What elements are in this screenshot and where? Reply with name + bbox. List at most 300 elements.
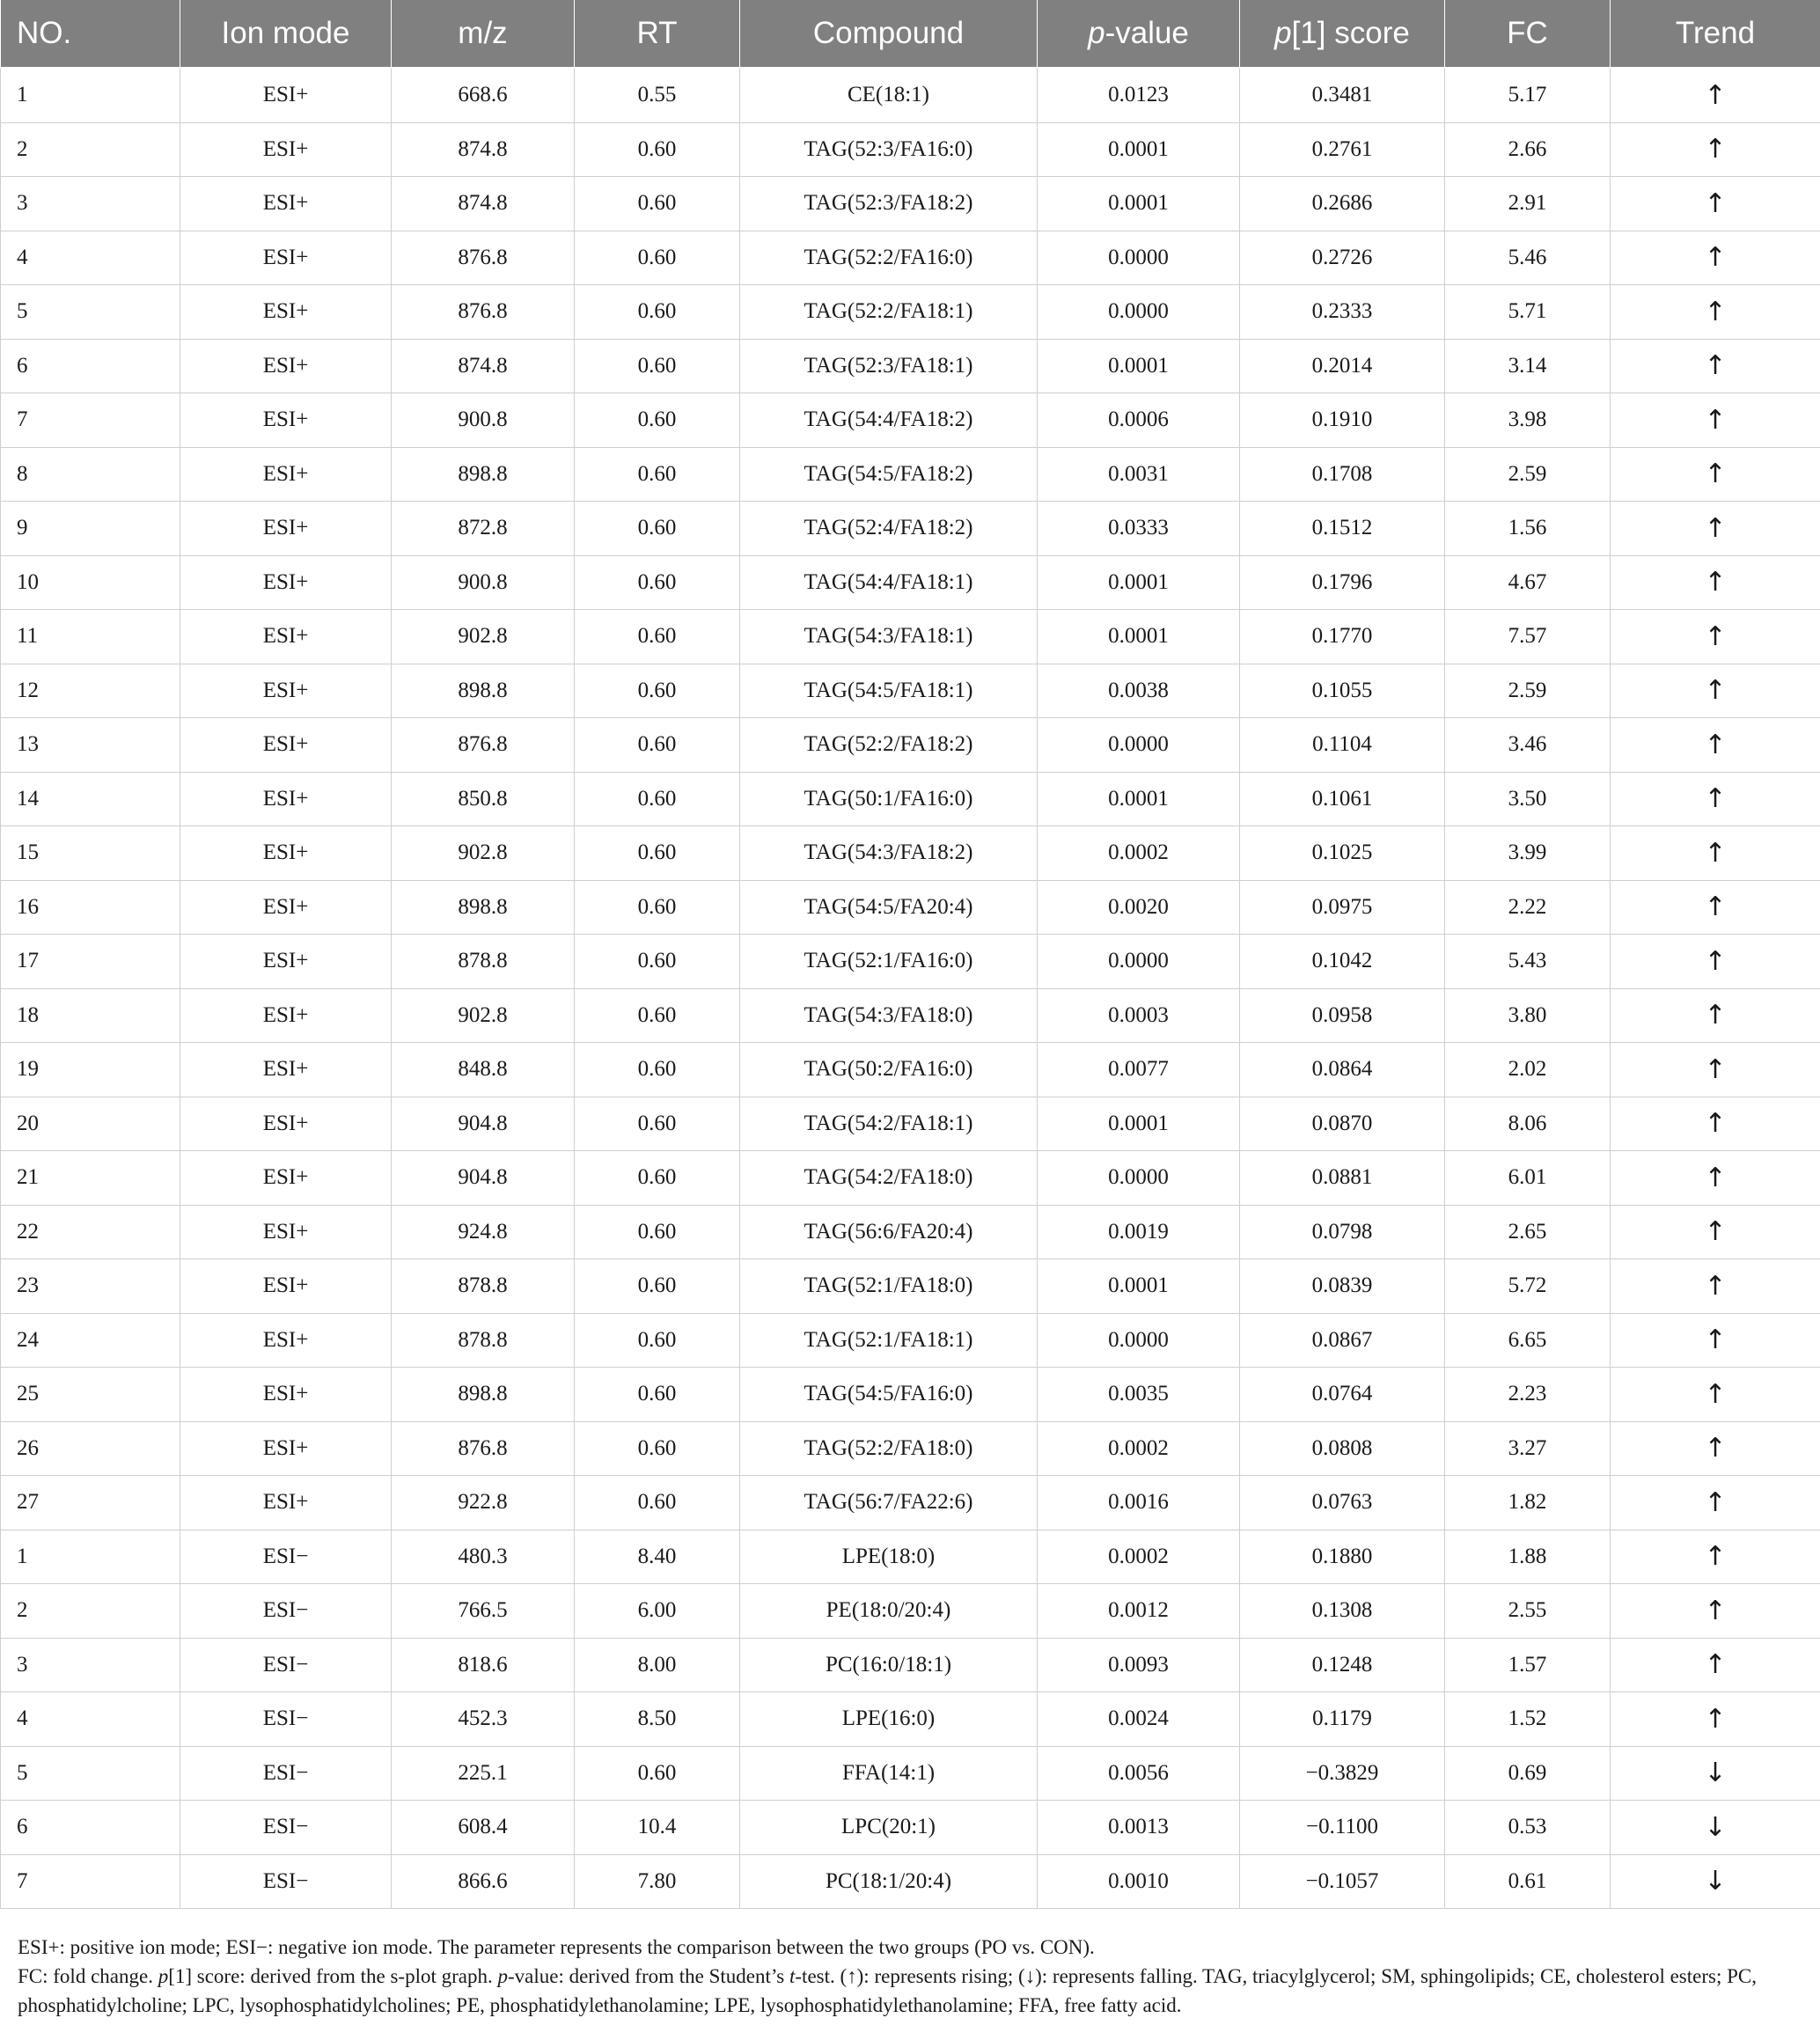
cell-p-value: 0.0123 (1038, 68, 1240, 122)
cell-compound: TAG(52:3/FA18:2) (740, 177, 1038, 231)
cell-p-value: 0.0001 (1038, 772, 1240, 826)
cell-compound: PC(18:1/20:4) (740, 1854, 1038, 1909)
cell-fc: 6.01 (1445, 1151, 1611, 1206)
cell-p-value: 0.0016 (1038, 1476, 1240, 1530)
header-rt: RT (575, 0, 740, 68)
cell-no: 18 (1, 988, 180, 1043)
cell-p-value: 0.0000 (1038, 285, 1240, 340)
cell-ion-mode: ESI+ (180, 339, 392, 393)
cell-p1-score: 0.1910 (1240, 393, 1445, 448)
table-row (1, 1530, 1820, 1584)
header-ion-mode: Ion mode (180, 0, 392, 68)
trend-up-icon: ↑ (1611, 339, 1820, 393)
cell-p1-score: 0.0867 (1240, 1313, 1445, 1368)
cell-p1-score: 0.1308 (1240, 1584, 1445, 1639)
cell-compound: LPC(20:1) (740, 1801, 1038, 1855)
cell-rt: 0.60 (575, 1313, 740, 1368)
trend-up-icon: ↑ (1611, 772, 1820, 826)
footnote-fc-def: FC: fold change. (18, 1965, 158, 1987)
table-row (1, 339, 1820, 393)
trend-up-icon: ↑ (1611, 1638, 1820, 1692)
cell-rt: 0.60 (575, 1151, 740, 1206)
cell-p1-score: 0.1061 (1240, 772, 1445, 826)
cell-compound: TAG(54:5/FA18:2) (740, 447, 1038, 502)
cell-mz: 766.5 (392, 1584, 575, 1639)
trend-up-icon: ↑ (1611, 231, 1820, 285)
cell-compound: TAG(52:2/FA18:1) (740, 285, 1038, 340)
cell-mz: 902.8 (392, 610, 575, 664)
cell-fc: 3.46 (1445, 718, 1611, 773)
cell-no: 21 (1, 1151, 180, 1206)
cell-compound: TAG(56:6/FA20:4) (740, 1205, 1038, 1259)
table-header (1, 0, 1820, 68)
header-row (1, 0, 1820, 68)
cell-mz: 608.4 (392, 1801, 575, 1855)
cell-fc: 2.55 (1445, 1584, 1611, 1639)
trend-up-icon: ↑ (1611, 122, 1820, 177)
cell-compound: TAG(52:2/FA18:0) (740, 1421, 1038, 1476)
footnote-p-italic: p (158, 1965, 169, 1987)
cell-ion-mode: ESI+ (180, 1151, 392, 1206)
table-row (1, 555, 1820, 610)
cell-no: 1 (1, 68, 180, 122)
cell-no: 7 (1, 393, 180, 448)
header-mz: m/z (392, 0, 575, 68)
table-row (1, 285, 1820, 340)
cell-compound: CE(18:1) (740, 68, 1038, 122)
cell-rt: 0.60 (575, 826, 740, 881)
cell-no: 6 (1, 339, 180, 393)
cell-no: 25 (1, 1368, 180, 1422)
cell-fc: 5.17 (1445, 68, 1611, 122)
table-footnotes (18, 1933, 1804, 2020)
table-row (1, 1151, 1820, 1206)
table-row (1, 1313, 1820, 1368)
cell-rt: 0.60 (575, 1205, 740, 1259)
cell-no: 22 (1, 1205, 180, 1259)
cell-ion-mode: ESI− (180, 1692, 392, 1747)
cell-fc: 5.71 (1445, 285, 1611, 340)
cell-no: 19 (1, 1043, 180, 1097)
trend-up-icon: ↑ (1611, 610, 1820, 664)
table-row (1, 502, 1820, 556)
cell-compound: TAG(54:2/FA18:1) (740, 1097, 1038, 1151)
cell-mz: 878.8 (392, 1259, 575, 1314)
cell-p1-score: 0.0764 (1240, 1368, 1445, 1422)
cell-fc: 2.65 (1445, 1205, 1611, 1259)
table-row (1, 1854, 1820, 1909)
cell-fc: 2.23 (1445, 1368, 1611, 1422)
cell-p-value: 0.0020 (1038, 880, 1240, 935)
cell-no: 13 (1, 718, 180, 773)
cell-no: 23 (1, 1259, 180, 1314)
cell-no: 9 (1, 502, 180, 556)
cell-p-value: 0.0010 (1038, 1854, 1240, 1909)
cell-p1-score: 0.0864 (1240, 1043, 1445, 1097)
cell-ion-mode: ESI− (180, 1638, 392, 1692)
cell-no: 16 (1, 880, 180, 935)
cell-p-value: 0.0000 (1038, 718, 1240, 773)
cell-mz: 874.8 (392, 339, 575, 393)
cell-p1-score: 0.0881 (1240, 1151, 1445, 1206)
header-p-value-rest: -value (1104, 16, 1189, 50)
cell-rt: 0.60 (575, 1097, 740, 1151)
trend-up-icon: ↑ (1611, 988, 1820, 1043)
cell-p1-score: 0.0798 (1240, 1205, 1445, 1259)
cell-rt: 0.60 (575, 1259, 740, 1314)
trend-up-icon: ↑ (1611, 1151, 1820, 1206)
cell-fc: 5.72 (1445, 1259, 1611, 1314)
cell-no: 2 (1, 122, 180, 177)
cell-compound: PE(18:0/20:4) (740, 1584, 1038, 1639)
cell-ion-mode: ESI+ (180, 393, 392, 448)
header-compound: Compound (740, 0, 1038, 68)
cell-compound: TAG(56:7/FA22:6) (740, 1476, 1038, 1530)
cell-compound: LPE(16:0) (740, 1692, 1038, 1747)
cell-fc: 6.65 (1445, 1313, 1611, 1368)
cell-no: 8 (1, 447, 180, 502)
cell-fc: 3.27 (1445, 1421, 1611, 1476)
cell-p1-score: 0.1880 (1240, 1530, 1445, 1584)
cell-compound: TAG(54:3/FA18:1) (740, 610, 1038, 664)
cell-p-value: 0.0012 (1038, 1584, 1240, 1639)
cell-no: 4 (1, 1692, 180, 1747)
table-row (1, 772, 1820, 826)
table-row (1, 1205, 1820, 1259)
cell-no: 24 (1, 1313, 180, 1368)
cell-mz: 818.6 (392, 1638, 575, 1692)
trend-up-icon: ↑ (1611, 1313, 1820, 1368)
table-row (1, 177, 1820, 231)
cell-p-value: 0.0333 (1038, 502, 1240, 556)
cell-mz: 876.8 (392, 718, 575, 773)
cell-mz: 898.8 (392, 664, 575, 718)
cell-p-value: 0.0001 (1038, 610, 1240, 664)
cell-mz: 902.8 (392, 988, 575, 1043)
cell-compound: TAG(54:3/FA18:2) (740, 826, 1038, 881)
cell-p-value: 0.0001 (1038, 177, 1240, 231)
trend-up-icon: ↑ (1611, 1530, 1820, 1584)
cell-p-value: 0.0013 (1038, 1801, 1240, 1855)
cell-p1-score: 0.0958 (1240, 988, 1445, 1043)
cell-compound: TAG(54:3/FA18:0) (740, 988, 1038, 1043)
footnote-line-2 (18, 1962, 1804, 2020)
cell-p1-score: 0.1708 (1240, 447, 1445, 502)
table-row (1, 935, 1820, 989)
cell-compound: TAG(52:2/FA18:2) (740, 718, 1038, 773)
cell-p1-score: 0.0763 (1240, 1476, 1445, 1530)
cell-no: 1 (1, 1530, 180, 1584)
cell-rt: 0.60 (575, 772, 740, 826)
cell-compound: TAG(52:3/FA18:1) (740, 339, 1038, 393)
cell-mz: 876.8 (392, 285, 575, 340)
cell-ion-mode: ESI− (180, 1801, 392, 1855)
cell-ion-mode: ESI+ (180, 1421, 392, 1476)
cell-rt: 0.60 (575, 1746, 740, 1801)
cell-p1-score: 0.2761 (1240, 122, 1445, 177)
cell-ion-mode: ESI+ (180, 285, 392, 340)
footnote-abbreviations: -test. (↑): represents rising; (↓): represents falling. TAG, triacylglycerol; SM, sphingolipids; CE, cholesterol esters; PC, phosphatidylcholine; LPC, lysophosphatidylcholines; PE, phosphatidylethanolamine; LPE, lysophosphatidylethanolamine; FFA, free fatty acid. (18, 1965, 1757, 2016)
cell-fc: 0.69 (1445, 1746, 1611, 1801)
cell-p-value: 0.0002 (1038, 1421, 1240, 1476)
trend-up-icon: ↑ (1611, 1692, 1820, 1747)
cell-no: 6 (1, 1801, 180, 1855)
cell-p1-score: 0.2726 (1240, 231, 1445, 285)
cell-mz: 922.8 (392, 1476, 575, 1530)
cell-compound: FFA(14:1) (740, 1746, 1038, 1801)
cell-mz: 898.8 (392, 447, 575, 502)
cell-ion-mode: ESI+ (180, 122, 392, 177)
footnote-t-italic: t (789, 1965, 796, 1987)
cell-p1-score: 0.1248 (1240, 1638, 1445, 1692)
cell-ion-mode: ESI− (180, 1746, 392, 1801)
cell-no: 26 (1, 1421, 180, 1476)
table-row (1, 826, 1820, 881)
cell-p-value: 0.0093 (1038, 1638, 1240, 1692)
table-row (1, 880, 1820, 935)
cell-mz: 878.8 (392, 1313, 575, 1368)
trend-up-icon: ↑ (1611, 1476, 1820, 1530)
trend-up-icon: ↑ (1611, 285, 1820, 340)
cell-no: 11 (1, 610, 180, 664)
cell-mz: 452.3 (392, 1692, 575, 1747)
cell-p1-score: 0.0839 (1240, 1259, 1445, 1314)
cell-p-value: 0.0019 (1038, 1205, 1240, 1259)
cell-no: 5 (1, 285, 180, 340)
cell-rt: 0.60 (575, 339, 740, 393)
trend-up-icon: ↑ (1611, 1584, 1820, 1639)
cell-no: 27 (1, 1476, 180, 1530)
table-row (1, 988, 1820, 1043)
cell-mz: 876.8 (392, 231, 575, 285)
cell-p-value: 0.0001 (1038, 1097, 1240, 1151)
cell-fc: 4.67 (1445, 555, 1611, 610)
cell-p1-score: −0.3829 (1240, 1746, 1445, 1801)
cell-no: 3 (1, 1638, 180, 1692)
cell-no: 20 (1, 1097, 180, 1151)
header-p1-score (1240, 0, 1445, 68)
cell-ion-mode: ESI+ (180, 826, 392, 881)
cell-mz: 874.8 (392, 122, 575, 177)
cell-fc: 2.59 (1445, 664, 1611, 718)
header-trend: Trend (1611, 0, 1820, 68)
cell-mz: 225.1 (392, 1746, 575, 1801)
table-row (1, 1692, 1820, 1747)
cell-fc: 1.82 (1445, 1476, 1611, 1530)
cell-ion-mode: ESI− (180, 1530, 392, 1584)
trend-up-icon: ↑ (1611, 718, 1820, 773)
trend-up-icon: ↑ (1611, 393, 1820, 448)
cell-rt: 7.80 (575, 1854, 740, 1909)
cell-fc: 2.59 (1445, 447, 1611, 502)
cell-mz: 900.8 (392, 555, 575, 610)
cell-p1-score: 0.2686 (1240, 177, 1445, 231)
cell-p-value: 0.0001 (1038, 555, 1240, 610)
trend-up-icon: ↑ (1611, 68, 1820, 122)
cell-rt: 8.50 (575, 1692, 740, 1747)
cell-no: 12 (1, 664, 180, 718)
cell-fc: 3.50 (1445, 772, 1611, 826)
cell-mz: 902.8 (392, 826, 575, 881)
cell-rt: 0.60 (575, 447, 740, 502)
cell-ion-mode: ESI− (180, 1584, 392, 1639)
cell-p1-score: 0.0870 (1240, 1097, 1445, 1151)
trend-up-icon: ↑ (1611, 1205, 1820, 1259)
cell-rt: 0.60 (575, 555, 740, 610)
table-body (1, 68, 1820, 1909)
cell-mz: 898.8 (392, 1368, 575, 1422)
cell-p-value: 0.0003 (1038, 988, 1240, 1043)
cell-mz: 850.8 (392, 772, 575, 826)
cell-fc: 3.99 (1445, 826, 1611, 881)
trend-up-icon: ↑ (1611, 664, 1820, 718)
cell-p-value: 0.0006 (1038, 393, 1240, 448)
cell-ion-mode: ESI+ (180, 1043, 392, 1097)
cell-rt: 10.4 (575, 1801, 740, 1855)
cell-ion-mode: ESI+ (180, 1205, 392, 1259)
cell-p1-score: 0.1770 (1240, 610, 1445, 664)
cell-p-value: 0.0000 (1038, 935, 1240, 989)
cell-rt: 8.40 (575, 1530, 740, 1584)
cell-p1-score: 0.1796 (1240, 555, 1445, 610)
cell-p1-score: 0.1512 (1240, 502, 1445, 556)
cell-mz: 924.8 (392, 1205, 575, 1259)
cell-rt: 0.60 (575, 393, 740, 448)
trend-up-icon: ↑ (1611, 826, 1820, 881)
cell-ion-mode: ESI+ (180, 1259, 392, 1314)
cell-rt: 6.00 (575, 1584, 740, 1639)
cell-p1-score: −0.1057 (1240, 1854, 1445, 1909)
table-row (1, 1746, 1820, 1801)
cell-rt: 0.60 (575, 610, 740, 664)
cell-compound: TAG(52:1/FA16:0) (740, 935, 1038, 989)
cell-ion-mode: ESI+ (180, 880, 392, 935)
cell-compound: TAG(52:1/FA18:1) (740, 1313, 1038, 1368)
cell-ion-mode: ESI+ (180, 772, 392, 826)
cell-fc: 2.91 (1445, 177, 1611, 231)
cell-ion-mode: ESI+ (180, 68, 392, 122)
cell-ion-mode: ESI+ (180, 718, 392, 773)
cell-no: 10 (1, 555, 180, 610)
footnote-pvalue-def: -value: derived from the Student’s (507, 1965, 789, 1987)
cell-no: 17 (1, 935, 180, 989)
cell-rt: 8.00 (575, 1638, 740, 1692)
cell-p1-score: 0.1025 (1240, 826, 1445, 881)
cell-ion-mode: ESI− (180, 1854, 392, 1909)
table-row (1, 1638, 1820, 1692)
cell-rt: 0.55 (575, 68, 740, 122)
cell-p1-score: 0.1179 (1240, 1692, 1445, 1747)
cell-fc: 1.52 (1445, 1692, 1611, 1747)
cell-p-value: 0.0002 (1038, 1530, 1240, 1584)
cell-no: 14 (1, 772, 180, 826)
cell-ion-mode: ESI+ (180, 447, 392, 502)
cell-mz: 900.8 (392, 393, 575, 448)
cell-fc: 2.02 (1445, 1043, 1611, 1097)
cell-p1-score: 0.1042 (1240, 935, 1445, 989)
cell-rt: 0.60 (575, 880, 740, 935)
footnote-line-1: ESI+: positive ion mode; ESI−: negative ion mode. The parameter represents the comparison between the two groups (PO vs. CON). (18, 1936, 1095, 1958)
trend-up-icon: ↑ (1611, 1259, 1820, 1314)
cell-mz: 872.8 (392, 502, 575, 556)
cell-mz: 878.8 (392, 935, 575, 989)
cell-p-value: 0.0001 (1038, 339, 1240, 393)
trend-up-icon: ↑ (1611, 935, 1820, 989)
cell-rt: 0.60 (575, 1043, 740, 1097)
cell-rt: 0.60 (575, 177, 740, 231)
cell-compound: TAG(52:2/FA16:0) (740, 231, 1038, 285)
cell-mz: 876.8 (392, 1421, 575, 1476)
cell-rt: 0.60 (575, 231, 740, 285)
cell-no: 3 (1, 177, 180, 231)
cell-p1-score: 0.0975 (1240, 880, 1445, 935)
cell-compound: TAG(52:4/FA18:2) (740, 502, 1038, 556)
cell-fc: 2.66 (1445, 122, 1611, 177)
trend-down-icon: ↓ (1611, 1854, 1820, 1909)
cell-compound: TAG(54:5/FA18:1) (740, 664, 1038, 718)
cell-rt: 0.60 (575, 664, 740, 718)
trend-up-icon: ↑ (1611, 447, 1820, 502)
table-row (1, 122, 1820, 177)
cell-p-value: 0.0001 (1038, 1259, 1240, 1314)
cell-fc: 1.56 (1445, 502, 1611, 556)
table-row (1, 1368, 1820, 1422)
cell-ion-mode: ESI+ (180, 1313, 392, 1368)
cell-mz: 874.8 (392, 177, 575, 231)
cell-p-value: 0.0002 (1038, 826, 1240, 881)
trend-up-icon: ↑ (1611, 1097, 1820, 1151)
cell-p-value: 0.0000 (1038, 1151, 1240, 1206)
table-row (1, 1476, 1820, 1530)
header-p1-rest: [1] score (1291, 16, 1410, 50)
cell-p-value: 0.0001 (1038, 122, 1240, 177)
cell-ion-mode: ESI+ (180, 935, 392, 989)
cell-compound: TAG(54:5/FA20:4) (740, 880, 1038, 935)
cell-compound: TAG(50:1/FA16:0) (740, 772, 1038, 826)
footnote-p1-def: [1] score: derived from the s-plot graph. (168, 1965, 498, 1987)
cell-no: 2 (1, 1584, 180, 1639)
cell-ion-mode: ESI+ (180, 988, 392, 1043)
cell-p1-score: 0.3481 (1240, 68, 1445, 122)
cell-mz: 848.8 (392, 1043, 575, 1097)
cell-ion-mode: ESI+ (180, 177, 392, 231)
cell-p1-score: 0.1055 (1240, 664, 1445, 718)
cell-p-value: 0.0056 (1038, 1746, 1240, 1801)
cell-ion-mode: ESI+ (180, 1097, 392, 1151)
trend-up-icon: ↑ (1611, 1368, 1820, 1422)
header-fc: FC (1445, 0, 1611, 68)
table-row (1, 447, 1820, 502)
table-row (1, 664, 1820, 718)
cell-no: 7 (1, 1854, 180, 1909)
cell-fc: 7.57 (1445, 610, 1611, 664)
table-row (1, 1584, 1820, 1639)
cell-rt: 0.60 (575, 1421, 740, 1476)
cell-p1-score: 0.2014 (1240, 339, 1445, 393)
cell-rt: 0.60 (575, 1476, 740, 1530)
table-row (1, 1801, 1820, 1855)
table-row (1, 1421, 1820, 1476)
cell-rt: 0.60 (575, 1368, 740, 1422)
table-row (1, 231, 1820, 285)
trend-down-icon: ↓ (1611, 1746, 1820, 1801)
cell-p1-score: 0.1104 (1240, 718, 1445, 773)
trend-down-icon: ↓ (1611, 1801, 1820, 1855)
cell-compound: TAG(54:4/FA18:1) (740, 555, 1038, 610)
cell-p1-score: −0.1100 (1240, 1801, 1445, 1855)
cell-no: 5 (1, 1746, 180, 1801)
table-row (1, 393, 1820, 448)
